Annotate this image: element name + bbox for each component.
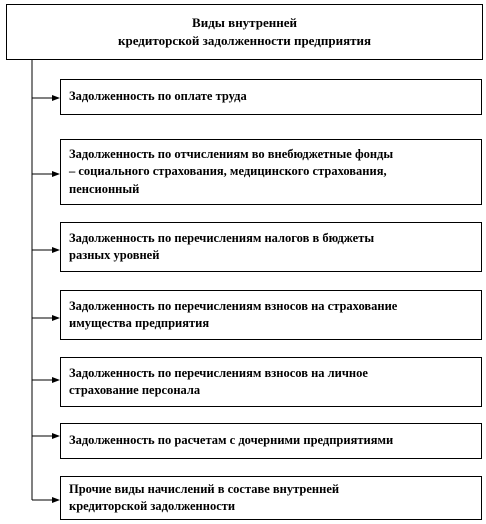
- debt-type-box-6: [60, 423, 482, 459]
- debt-type-label: Задолженность по перечислениям взносов на страхование имущества предприятия: [69, 298, 398, 330]
- debt-type-label: Задолженность по оплате труда: [69, 89, 247, 104]
- debt-type-label: Задолженность по отчислениям во внебюджетные фонды – социального страхования, медицинского страхования, пенсионный: [69, 146, 394, 196]
- diagram-title-box: [6, 4, 483, 60]
- branch-arrow-1: [32, 95, 60, 101]
- debt-type-label: Прочие виды начислений в составе внутренней кредиторской задолженности: [69, 481, 340, 513]
- diagram-title: Виды внутренней кредиторской задолженности предприятия: [117, 15, 372, 48]
- debt-type-label: Задолженность по перечислениям взносов на личное страхование персонала: [69, 365, 368, 397]
- branch-arrow-5: [32, 377, 60, 383]
- debt-type-box-2: [60, 139, 482, 205]
- debt-type-box-5: [60, 357, 482, 407]
- branch-arrow-3: [32, 247, 60, 253]
- branch-arrow-4: [32, 315, 60, 321]
- debt-type-box-1: [60, 79, 482, 115]
- debt-type-label: Задолженность по расчетам с дочерними предприятиями: [69, 433, 394, 448]
- branch-arrow-6: [32, 433, 60, 439]
- branch-arrow-7: [32, 497, 60, 503]
- debt-type-box-7: [60, 476, 482, 520]
- debt-type-box-3: [60, 222, 482, 272]
- debt-type-label: Задолженность по перечислениям налогов в бюджеты разных уровней: [69, 230, 375, 262]
- branch-arrow-2: [32, 171, 60, 177]
- debt-type-box-4: [60, 290, 482, 340]
